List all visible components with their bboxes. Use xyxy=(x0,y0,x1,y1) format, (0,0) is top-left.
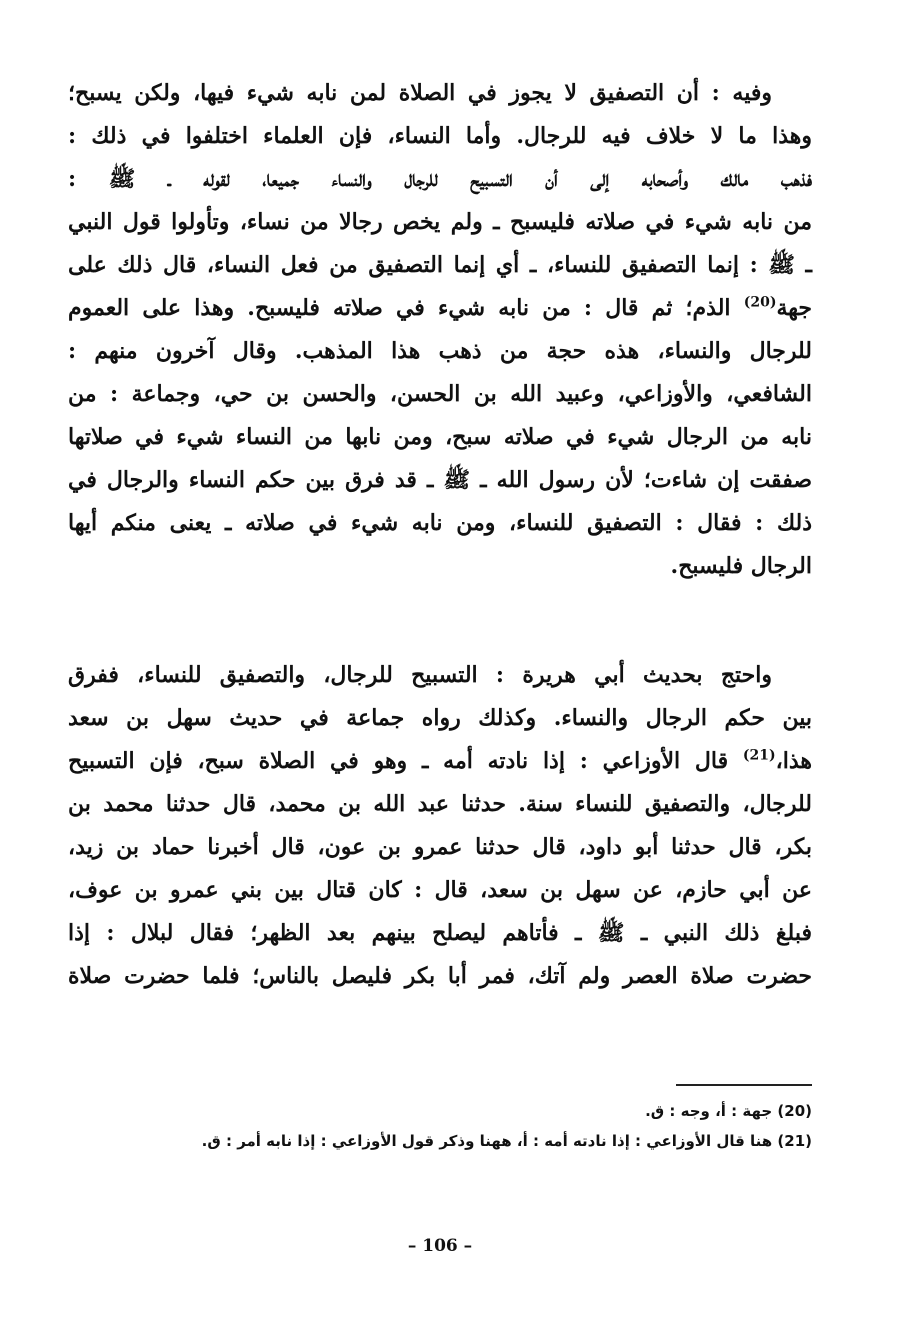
page-number: – 106 – xyxy=(407,1236,473,1256)
text-line: ذلك : فقال : التصفيق للنساء، ومن نابه شيء في صلاته ـ يعنى منكم أيها xyxy=(68,510,812,536)
text-line: نابه من الرجال شيء في صلاته سبح، ومن نابها من النساء شيء في صلاتها xyxy=(68,424,812,450)
text-line: بين حكم الرجال والنساء. وكذلك رواه جماعة في حديث سهل بن سعد xyxy=(68,705,812,731)
document-page xyxy=(68,72,812,1292)
text-line: عن أبي حازم، عن سهل بن سعد، قال : كان قتال بين بني عمرو بن عوف، xyxy=(68,877,812,903)
text-line: من نابه شيء في صلاته فليسبح ـ ولم يخص رجالا من نساء، وتأولوا قول النبي xyxy=(68,209,812,235)
text-line: وهذا ما لا خلاف فيه للرجال. وأما النساء، فإن العلماء اختلفوا في ذلك : xyxy=(68,123,812,149)
footnotes xyxy=(68,1096,812,1156)
text-line: حضرت صلاة العصر ولم آتك، فمر أبا بكر فليصل بالناس؛ فلما حضرت صلاة xyxy=(68,963,812,989)
paragraph-2 xyxy=(68,654,812,998)
footnote-ref-20: (20) xyxy=(743,294,777,311)
line-prefix: هذا، xyxy=(775,748,812,774)
text-line: الرجال فليسبح. xyxy=(670,553,812,579)
text-line: فبلغ ذلك النبي ـ ﷺ ـ فأتاهم ليصلح بينهم بعد الظهر؛ فقال لبلال : إذا xyxy=(68,920,812,946)
footnote-ref-21: (21) xyxy=(742,747,776,764)
text-line: بكر، قال حدثنا أبو داود، قال حدثنا عمرو بن عون، قال أخبرنا حماد بن زيد، xyxy=(68,834,812,860)
footnote-divider xyxy=(676,1084,812,1086)
text-line: واحتج بحديث أبي هريرة : التسبيح للرجال، والتصفيق للنساء، ففرق xyxy=(68,662,772,688)
text-line: للرجال، والتصفيق للنساء سنة. حدثنا عبد الله بن محمد، قال حدثنا محمد بن xyxy=(68,791,812,817)
text-line: فذهب مالك وأصحابه إلى أن التسبيح للرجال والنساء جميعا، لقوله ـ ﷺ : xyxy=(68,166,812,192)
footnote-20: (20) جهة : أ، وجه : ق. xyxy=(645,1102,812,1120)
line-rest: الذم؛ ثم قال : من نابه شيء في صلاته فليسبح. وهذا على العموم xyxy=(68,295,731,321)
line-prefix: جهة xyxy=(776,295,812,321)
text-line: ـ ﷺ : إنما التصفيق للنساء، ـ أي إنما التصفيق من فعل النساء، قال ذلك على xyxy=(68,252,812,278)
text-line-with-footnote xyxy=(68,287,812,330)
paragraph-1 xyxy=(68,72,812,588)
text-line: للرجال والنساء، هذه حجة من ذهب هذا المذهب. وقال آخرون منهم : xyxy=(68,338,812,364)
text-line: صفقت إن شاءت؛ لأن رسول الله ـ ﷺ ـ قد فرق بين حكم النساء والرجال في xyxy=(68,467,812,493)
text-line: الشافعي، والأوزاعي، وعبيد الله بن الحسن، والحسن بن حي، وجماعة : من xyxy=(68,381,812,407)
text-line-with-footnote xyxy=(68,740,812,783)
line-rest: قال الأوزاعي : إذا نادته أمه ـ وهو في الصلاة سبح، فإن التسبيح xyxy=(68,748,729,774)
text-line: وفيه : أن التصفيق لا يجوز في الصلاة لمن نابه شيء فيها، ولكن يسبح؛ xyxy=(68,80,772,106)
footnote-21: (21) هنا قال الأوزاعي : إذا نادته أمه : أ، ههنا وذكر قول الأوزاعي : إذا نابه أمر : ق. xyxy=(201,1132,812,1150)
